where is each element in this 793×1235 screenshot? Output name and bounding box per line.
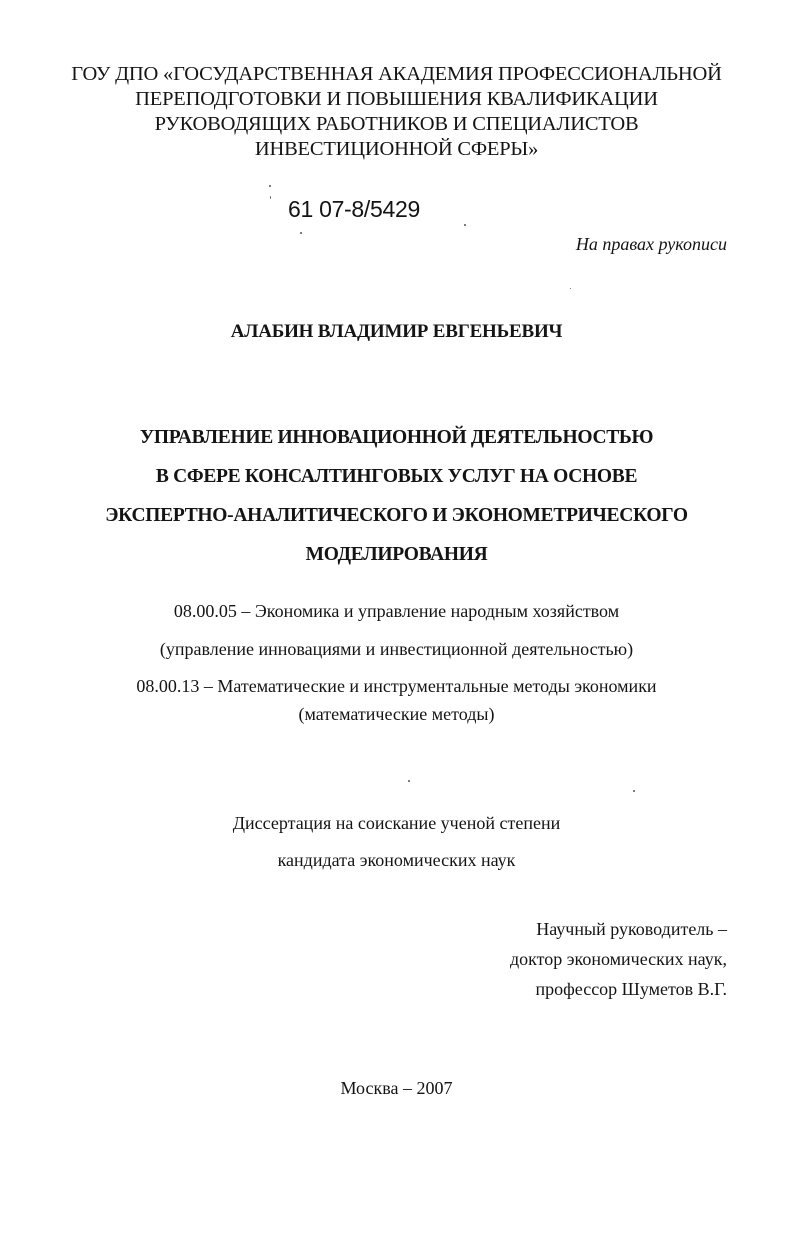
specialty-line: 08.00.05 – Экономика и управление народным хозяйством xyxy=(173,601,620,621)
institution-line: РУКОВОДЯЩИХ РАБОТНИКОВ И СПЕЦИАЛИСТОВ xyxy=(154,113,639,135)
institution-line: ПЕРЕПОДГОТОВКИ И ПОВЫШЕНИЯ КВАЛИФИКАЦИИ xyxy=(135,88,658,110)
city-year: Москва – 2007 xyxy=(340,1078,453,1098)
specialty-line: (математические методы) xyxy=(298,704,495,724)
degree-statement xyxy=(0,805,793,879)
degree-line: Диссертация на соискание ученой степени xyxy=(232,813,561,833)
adviser-line: Научный руководитель – xyxy=(536,919,727,939)
adviser-line: доктор экономических наук, xyxy=(510,949,727,969)
specialty-line: (управление инновациями и инвестиционной деятельностью) xyxy=(159,639,634,659)
title-line: В СФЕРЕ КОНСАЛТИНГОВЫХ УСЛУГ НА ОСНОВЕ xyxy=(155,466,638,487)
adviser-line: профессор Шуметов В.Г. xyxy=(535,979,727,999)
institution-line: ГОУ ДПО «ГОСУДАРСТВЕННАЯ АКАДЕМИЯ ПРОФЕССИОНАЛЬНОЙ xyxy=(71,63,722,85)
title-line: МОДЕЛИРОВАНИЯ xyxy=(305,544,488,565)
scan-speck xyxy=(270,196,271,199)
library-stamp-number: 61 07-8/5429 xyxy=(288,196,420,222)
author-name: АЛАБИН ВЛАДИМИР ЕВГЕНЬЕВИЧ xyxy=(230,321,563,342)
title-line: УПРАВЛЕНИЕ ИННОВАЦИОННОЙ ДЕЯТЕЛЬНОСТЬЮ xyxy=(139,427,654,448)
degree-line: кандидата экономических наук xyxy=(277,850,516,870)
scientific-adviser xyxy=(440,914,727,1004)
scan-speck xyxy=(633,790,635,792)
scan-speck xyxy=(464,224,466,226)
scan-speck xyxy=(408,780,410,782)
title-line: ЭКСПЕРТНО-АНАЛИТИЧЕСКОГО И ЭКОНОМЕТРИЧЕСКОГО xyxy=(105,505,688,526)
institution-header xyxy=(0,62,793,162)
scan-speck xyxy=(300,232,302,234)
institution-line: ИНВЕСТИЦИОННОЙ СФЕРЫ» xyxy=(254,138,539,160)
specialty-line: 08.00.13 – Математические и инструментальные методы экономики xyxy=(136,676,657,696)
dissertation-title xyxy=(0,418,793,574)
scan-speck xyxy=(269,185,271,187)
scan-speck xyxy=(570,288,571,289)
manuscript-note: На правах рукописи xyxy=(575,234,727,254)
